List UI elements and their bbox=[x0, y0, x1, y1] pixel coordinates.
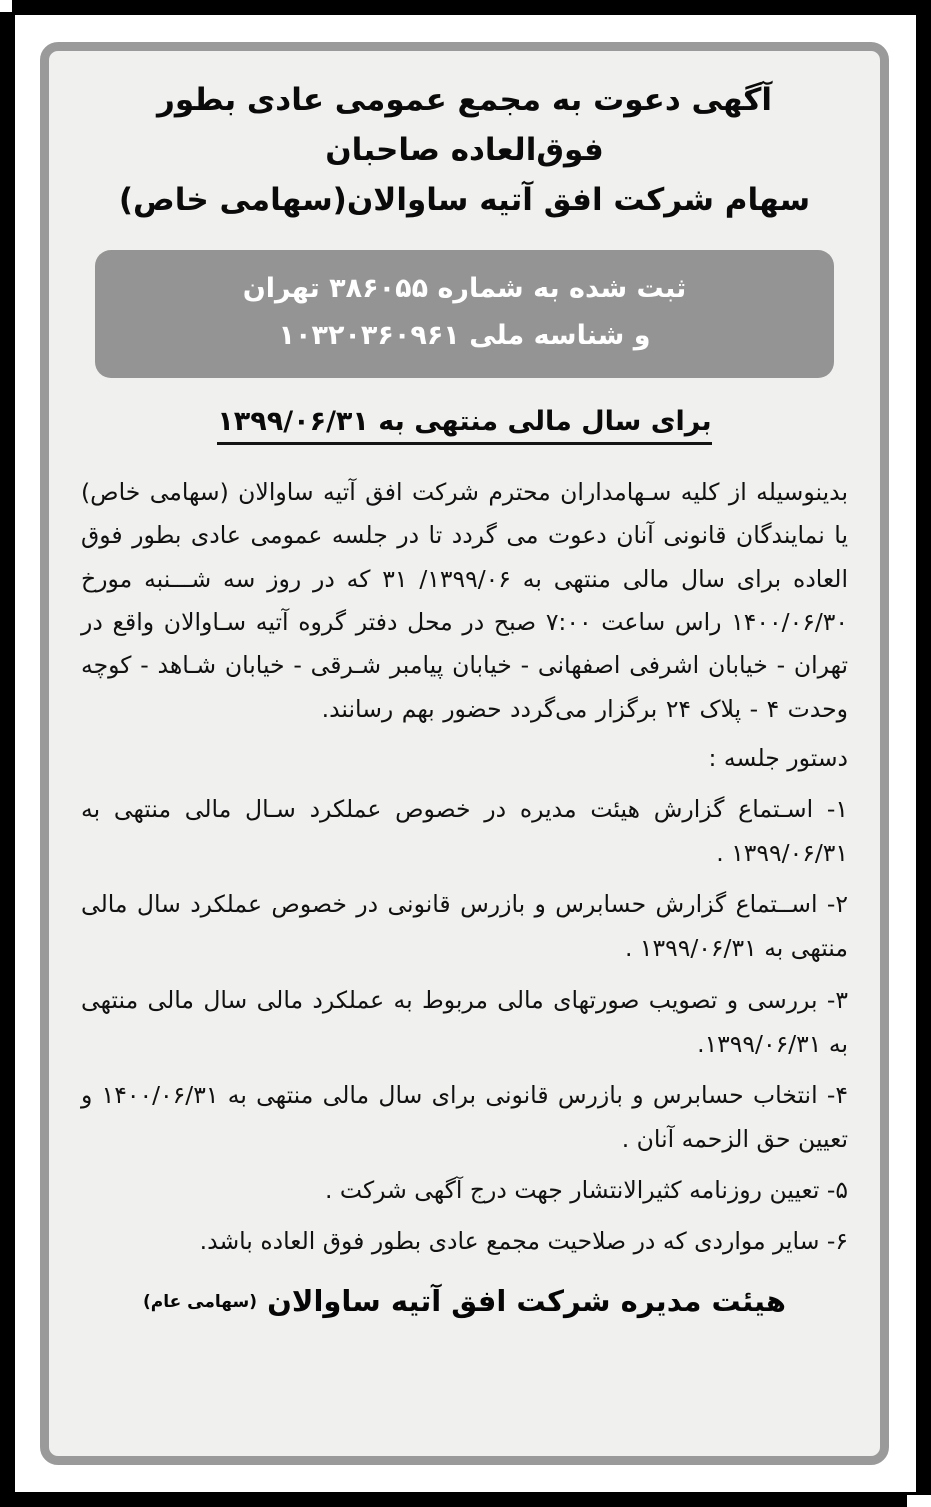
notice-content bbox=[49, 51, 880, 1456]
agenda-item: ۱- اسـتماع گزارش هیئت مدیره در خصوص عملکرد سـال مالی منتهی به ۱۳۹۹/۰۶/۳۱ . bbox=[81, 794, 848, 868]
agenda-item: ۶- سایر مواردی که در صلاحیت مجمع عادی بطور فوق العاده باشد. bbox=[199, 1227, 848, 1256]
frame-border-top bbox=[12, 0, 919, 15]
signature-block bbox=[81, 1284, 848, 1318]
title-line-1: آگهی دعوت به مجمع عمومی عادی بطور فوق‌العاده صاحبان bbox=[156, 82, 773, 169]
frame-gutter bbox=[15, 15, 916, 1492]
invitation-body bbox=[81, 471, 848, 732]
signature-company-type: (سهامی عام) bbox=[143, 1291, 257, 1312]
gray-border-frame bbox=[40, 42, 889, 1465]
registration-box bbox=[95, 250, 834, 378]
agenda-item: ۳- بررسی و تصویب صورتهای مالی مربوط به عملکرد مالی سال مالی منتهی به ۱۳۹۹/۰۶/۳۱. bbox=[81, 985, 848, 1058]
agenda-item: ۵- تعیین روزنامه کثیرالانتشار جهت درج آگهی شرکت . bbox=[324, 1176, 848, 1205]
agenda-heading: دستور جلسه : bbox=[708, 744, 848, 773]
frame-border-left bbox=[0, 12, 15, 1495]
title-line-2: سهام شرکت افق آتیه ساوالان(سهامی خاص) bbox=[118, 182, 811, 219]
national-id-line: و شناسه ملی ۱۰۳۲۰۳۶۰۹۶۱ bbox=[278, 319, 651, 351]
frame-border-bottom bbox=[0, 1492, 907, 1507]
frame-border-right bbox=[916, 0, 931, 1495]
registration-number-line: ثبت شده به شماره ۳۸۶۰۵۵ تهران bbox=[242, 272, 687, 304]
invitation-paragraph: بدینوسیله از کلیه سـهامداران محترم شرکت افق آتیه ساوالان (سهامی خاص) یا نمایندگان قانونی آنان دعوت می گردد تا در جلسه عمومی عادی بطور فوق العاده برای سال مالی منتهی به ۱۳۹۹/۰۶/ ۳۱ که در روز سه شـــنبه مورخ ۱۴۰۰/۰۶/۳۰ راس ساعت ۷:۰۰ صبح در محل دفتر گروه آتیه سـاوالان واقع در تهران - خیابان اشرفی اصفهانی - خیابان پیامبر شـرقی - خیابان شـاهد - کوچه وحدت ۴ - پلاک ۲۴ برگزار می‌گردد حضور بهم رسانند. bbox=[81, 477, 848, 723]
corner-notch-top-right-2 bbox=[889, 2, 903, 15]
fiscal-year-wrapper bbox=[81, 406, 848, 445]
agenda-list bbox=[81, 787, 848, 1264]
agenda-item: ۴- انتخاب حسابرس و بازرس قانونی برای سال مالی منتهی به ۱۴۰۰/۰۶/۳۱ و تعیین حق الزحمه آنان . bbox=[81, 1080, 848, 1154]
agenda-item: ۲- اســتماع گزارش حسابرس و بازرس قانونی در خصوص عملکرد سال مالی منتهی به ۱۳۹۹/۰۶/۳۱ . bbox=[81, 890, 848, 963]
page-title bbox=[81, 75, 848, 226]
fiscal-year-heading: برای سال مالی منتهی به ۱۳۹۹/۰۶/۳۱ bbox=[217, 406, 711, 445]
signature-text: هیئت مدیره شرکت افق آتیه ساوالان bbox=[267, 1283, 786, 1318]
